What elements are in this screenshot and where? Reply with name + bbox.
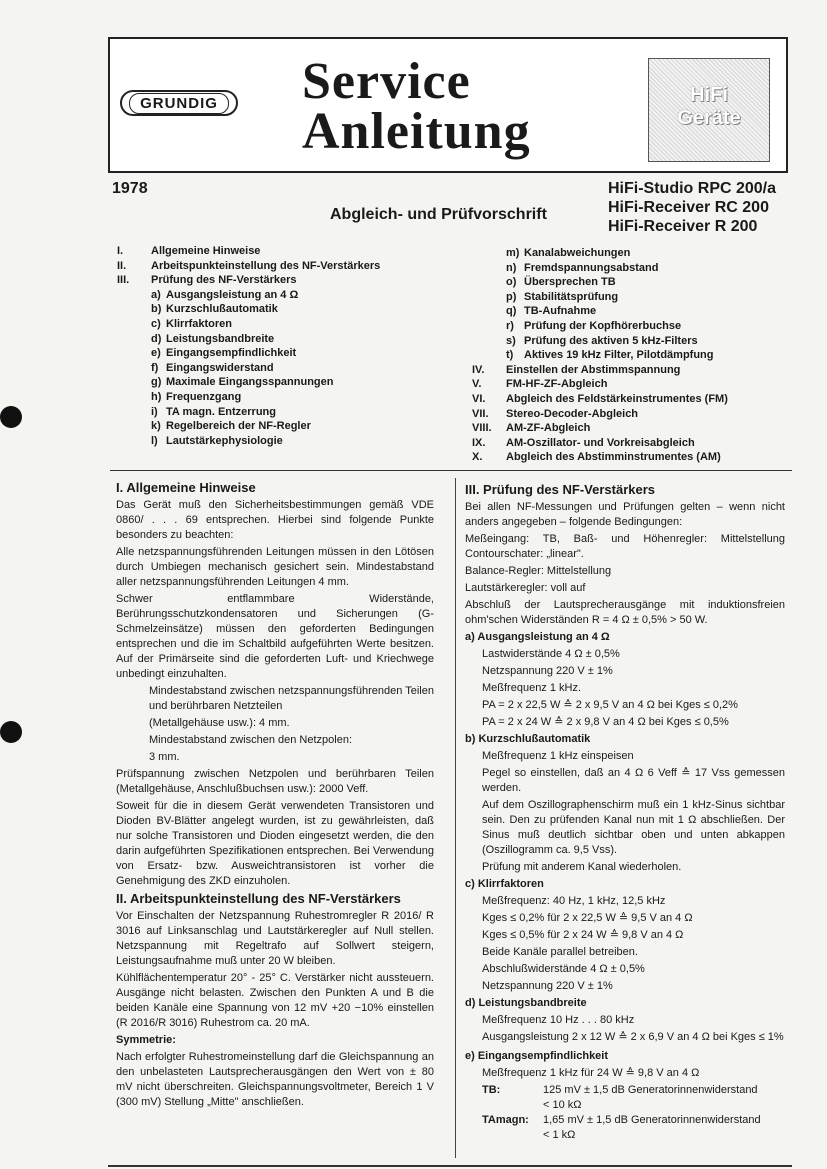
table-of-contents-left <box>117 244 380 448</box>
toc-subitem: k) Regelbereich der NF-Regler <box>151 420 311 433</box>
model-1: HiFi-Studio RPC 200/a <box>608 180 777 197</box>
spec-row: TAmagn: 1,65 mV ± 1,5 dB Generatorinnenwiderstand <box>482 1114 761 1126</box>
paragraph: Soweit für die in diesem Gerät verwendeten Transistoren und Dioden BV-Blätter angelegt wurden, ist zu gewährleisten, daß nur solche Transistoren und Dioden eingesetzt werden, die den darin aufgeführten Spezifikationen entsprechen. Bei Verwendung von Ersatz- bzw. Ausweichtransistoren ist vorher die Genehmigung des ZKD einzuholen. <box>116 800 434 887</box>
toc-subitem: h) Frequenzgang <box>151 390 242 403</box>
punch-hole <box>0 406 22 428</box>
paragraph: Prüfung mit anderem Kanal wiederholen. <box>482 861 682 873</box>
toc-subitem: i) TA magn. Entzerrung <box>151 405 276 418</box>
title-anleitung: Anleitung <box>302 103 531 160</box>
paragraph: Das Gerät muß den Sicherheitsbestimmungen gemäß VDE 0860/ . . . 69 entsprechen. Hierbei sind folgende Punkte besonders zu beachten: <box>116 499 434 541</box>
subheading: a) Ausgangsleistung an 4 Ω <box>465 631 610 643</box>
paragraph: Meßfrequenz 1 kHz für 24 W ≙ 9,8 V an 4 Ω <box>482 1067 700 1079</box>
punch-hole <box>0 721 22 743</box>
paragraph: PA = 2 x 24 W ≙ 2 x 9,8 V an 4 Ω bei Kges ≤ 0,5% <box>482 716 729 728</box>
subheading: Symmetrie: <box>116 1034 176 1046</box>
toc-subitem: o) Übersprechen TB <box>506 276 616 289</box>
toc-item: IX. AM-Oszillator- und Vorkreisabgleich <box>472 436 695 449</box>
section-heading: III. Prüfung des NF-Verstärkers <box>465 482 656 497</box>
left-column <box>116 480 434 1112</box>
paragraph: Vor Einschalten der Netzspannung Ruhestromregler R 2016/ R 3016 auf Linksanschlag und Lautstärkeregler auf Null stellen. Netzspannung mit Regeltrafo auf Sollwert steigern, Leistungsaufnahme muß unter 20 W bleiben. <box>116 910 434 967</box>
toc-item: II. Arbeitspunkteinstellung des NF-Verstärkers <box>117 259 381 272</box>
toc-subitem: f) Eingangswiderstand <box>151 361 274 374</box>
paragraph: Kges ≤ 0,2% für 2 x 22,5 W ≙ 9,5 V an 4 Ω <box>482 912 693 924</box>
toc-item: V. FM-HF-ZF-Abgleich <box>472 378 608 391</box>
toc-subitem: l) Lautstärkephysiologie <box>151 434 283 447</box>
paragraph: Nach erfolgter Ruhestromeinstellung darf die Gleichspannung an den unbelasteten Lautsprecherausgängen den Wert von ± 80 mV nicht überschreiten. Gleichspannungsvoltmeter, Bereich 1 V (300 mV) Stellung „Mitte" anschließen. <box>116 1051 434 1108</box>
title-service: Service <box>302 53 471 110</box>
paragraph: Meßfrequenz 10 Hz . . . 80 kHz <box>482 1014 635 1026</box>
grundig-logo <box>120 90 238 116</box>
toc-subitem: d) Leistungsbandbreite <box>151 332 275 345</box>
paragraph: Netzspannung 220 V ± 1% <box>482 665 613 677</box>
toc-subitem: e) Eingangsempfindlichkeit <box>151 347 297 360</box>
paragraph: Ausgangsleistung 2 x 12 W ≙ 2 x 6,9 V an 4 Ω bei Kges ≤ 1% <box>482 1031 784 1043</box>
paragraph: Alle netzspannungsführenden Leitungen müssen in den Lötösen durch Umbiegen mechanisch gesichert sein. Mindestabstand aller netzspannungsführenden Leitungen 4 mm. <box>116 546 434 588</box>
toc-subitem: n) Fremdspannungsabstand <box>506 261 659 274</box>
toc-item: III. Prüfung des NF-Verstärkers <box>117 274 297 287</box>
paragraph: (Metallgehäuse usw.): 4 mm. <box>149 717 290 729</box>
paragraph: Mindestabstand zwischen netzspannungsführenden Teilen und berührbaren Netzteilen <box>149 685 434 712</box>
section-heading: I. Allgemeine Hinweise <box>116 480 256 495</box>
bottom-rule <box>108 1165 792 1167</box>
spec-row-cont: < 1 kΩ <box>543 1129 576 1141</box>
spec-row: TB: 125 mV ± 1,5 dB Generatorinnenwiderstand <box>482 1084 758 1096</box>
subheading: b) Kurzschlußautomatik <box>465 733 591 745</box>
category-label: HiFi Geräte <box>677 84 741 129</box>
paragraph: Abschluß der Lautsprecherausgänge mit induktionsfreien ohm'schen Widerständen R = 4 Ω ± 0,5% > 50 W. <box>465 599 785 626</box>
model-2: HiFi-Receiver RC 200 <box>608 199 769 216</box>
paragraph: Meßfrequenz: 40 Hz, 1 kHz, 12,5 kHz <box>482 895 666 907</box>
spec-row-cont: < 10 kΩ <box>543 1099 582 1111</box>
toc-item: VII. Stereo-Decoder-Abgleich <box>472 407 639 420</box>
toc-subitem: m) Kanalabweichungen <box>506 247 631 259</box>
paragraph: PA = 2 x 22,5 W ≙ 2 x 9,5 V an 4 Ω bei Kges ≤ 0,2% <box>482 699 738 711</box>
paragraph: Meßfrequenz 1 kHz einspeisen <box>482 750 634 762</box>
subheading: c) Klirrfaktoren <box>465 878 544 890</box>
paragraph: Lautstärkeregler: voll auf <box>465 582 586 594</box>
right-column <box>465 482 785 1143</box>
paragraph: Balance-Regler: Mittelstellung <box>465 565 612 577</box>
toc-item: IV. Einstellen der Abstimmspannung <box>472 363 681 376</box>
paragraph: Meßeingang: TB, Baß- und Höhenregler: Mittelstellung Contourschater: „linear". <box>465 533 785 560</box>
paragraph: Kges ≤ 0,5% für 2 x 24 W ≙ 9,8 V an 4 Ω <box>482 929 684 941</box>
paragraph: Schwer entflammbare Widerstände, Berührungsschutzkondensatoren und Sicherungen (G-Schmelzeinsätze) müssen den geforderten Bedingungen entsprechen und die im Schaltbild aufgeführten Werte besitzen. Auf der Primärseite sind die geforderten Luft- und Kriechwege unbedingt einzuhalten. <box>116 593 434 680</box>
paragraph: Prüfspannung zwischen Netzpolen und berührbaren Teilen (Metallgehäuse, Anschlußbuchsen usw.): 2000 Veff. <box>116 768 434 795</box>
toc-subitem: q) TB-Aufnahme <box>506 305 597 318</box>
paragraph: Bei allen NF-Messungen und Prüfungen gelten – wenn nicht anders angegeben – folgende Bedingungen: <box>465 501 785 528</box>
toc-subitem: p) Stabilitätsprüfung <box>506 290 619 303</box>
brand-name: GRUNDIG <box>129 93 229 114</box>
paragraph: Kühlflächentemperatur 20° - 25° C. Verstärker nicht aussteuern. Ausgänge nicht belasten. Zwischen den Punkten A und B die beiden Kanäle eine Spannung von 12 mV +20 −10% einstellen (R 2016/R 3016) Ruhestrom ca. 20 mA. <box>116 972 434 1029</box>
year: 1978 <box>112 180 148 197</box>
document-subtitle: Abgleich- und Prüfvorschrift <box>330 206 547 223</box>
toc-subitem: c) Klirrfaktoren <box>151 317 233 330</box>
subheading: e) Eingangsempfindlichkeit <box>465 1050 609 1062</box>
paragraph: 3 mm. <box>149 751 180 763</box>
model-3: HiFi-Receiver R 200 <box>608 218 758 235</box>
subheading: d) Leistungsbandbreite <box>465 997 587 1009</box>
toc-subitem: s) Prüfung des aktiven 5 kHz-Filters <box>506 334 698 347</box>
section-heading: II. Arbeitspunkteinstellung des NF-Verstärkers <box>116 891 401 906</box>
column-separator <box>455 478 456 1158</box>
toc-subitem: g) Maximale Eingangsspannungen <box>151 376 334 389</box>
toc-subitem: t) Aktives 19 kHz Filter, Pilotdämpfung <box>506 349 714 362</box>
paragraph: Beide Kanäle parallel betreiben. <box>482 946 638 958</box>
toc-item: X. Abgleich des Abstimminstrumentes (AM) <box>472 451 721 464</box>
paragraph: Netzspannung 220 V ± 1% <box>482 980 613 992</box>
section-divider <box>110 470 792 471</box>
toc-subitem: a) Ausgangsleistung an 4 Ω <box>151 288 299 301</box>
paragraph: Pegel so einstellen, daß an 4 Ω 6 Veff ≙ 17 Vss gemessen werden. <box>482 767 785 794</box>
paragraph: Auf dem Oszillographenschirm muß ein 1 kHz-Sinus sichtbar sein. Den zu prüfenden Kanal nun mit 1 Ω abschließen. Der Sinus muß deutlich sichtbar oben und unten abkappen (Oszillogramm ca. 9,5 Vss). <box>482 799 785 856</box>
paragraph: Lastwiderstände 4 Ω ± 0,5% <box>482 648 620 660</box>
toc-item: VI. Abgleich des Feldstärkeinstrumentes (FM) <box>472 392 728 405</box>
toc-subitem: r) Prüfung der Kopfhörerbuchse <box>506 319 682 332</box>
toc-item: I. Allgemeine Hinweise <box>117 245 261 257</box>
paragraph: Abschlußwiderstände 4 Ω ± 0,5% <box>482 963 645 975</box>
toc-item: VIII. AM-ZF-Abgleich <box>472 422 591 435</box>
paragraph: Meßfrequenz 1 kHz. <box>482 682 582 694</box>
toc-subitem: b) Kurzschlußautomatik <box>151 303 278 316</box>
table-of-contents-right <box>472 246 728 465</box>
paragraph: Mindestabstand zwischen den Netzpolen: <box>149 734 353 746</box>
